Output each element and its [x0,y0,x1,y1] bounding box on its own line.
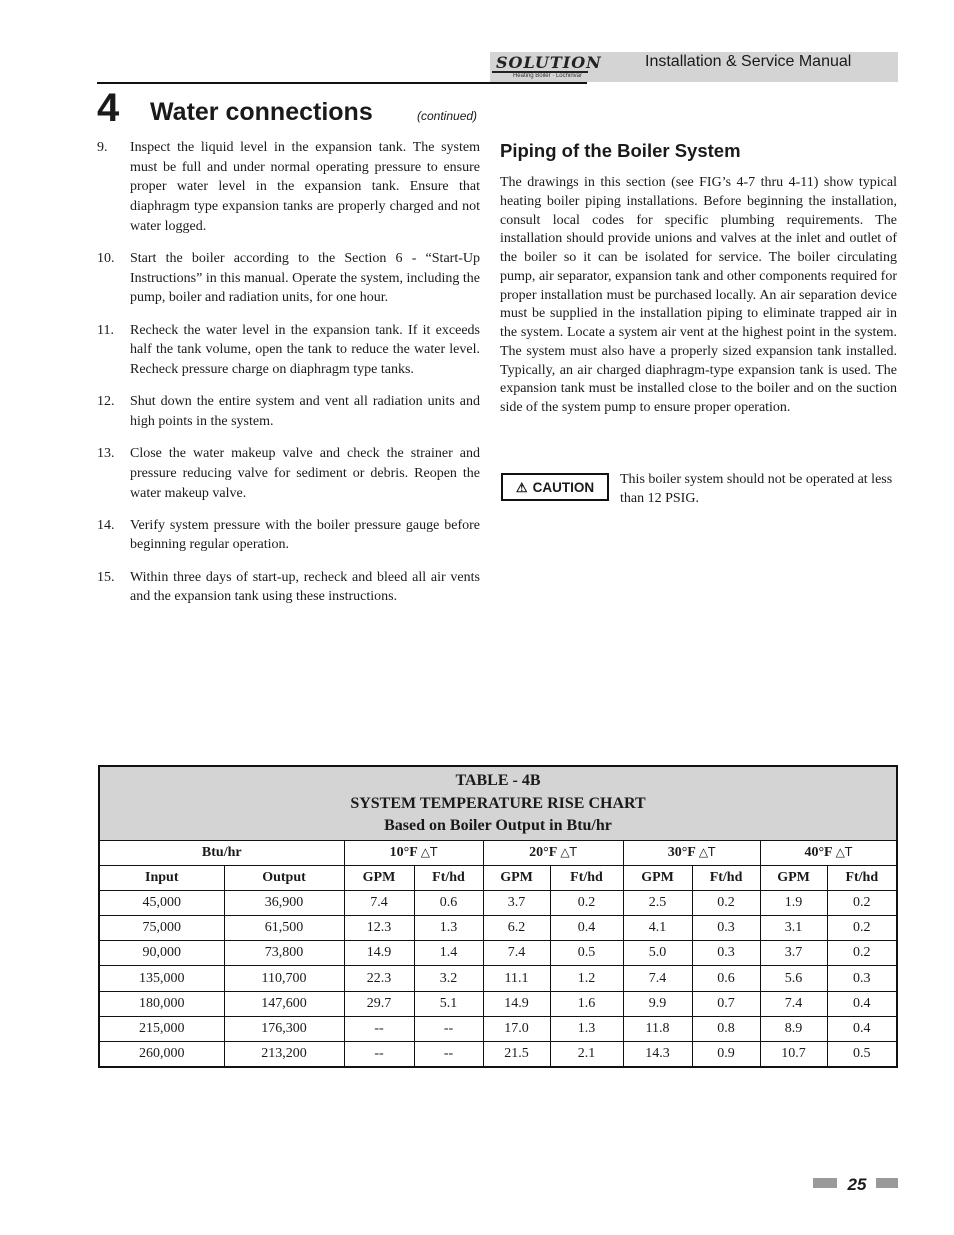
delta-t-symbol: △T [560,845,577,860]
step-text: Shut down the entire system and vent all radiation units and high points in the system. [130,394,480,429]
table-cell: 14.9 [483,991,550,1016]
table-cell: 7.4 [623,966,692,991]
table-cell: 260,000 [100,1042,224,1067]
table-cell: 12.3 [344,916,414,941]
step-text: Within three days of start-up, recheck and bleed all air vents and the expansion tank using these instructions. [130,569,480,605]
table-cell: 11.8 [623,1016,692,1041]
step-text: Close the water makeup valve and check the strainer and pressure reducing valve for sediment or debris. Reopen the water makeup valve. [130,446,480,501]
step-number: 15. [97,569,115,585]
table-cell: 0.3 [827,966,896,991]
list-item [97,138,480,237]
table-cell: 0.7 [692,991,760,1016]
temp-label: 40°F [804,845,833,861]
column-header: GPM [483,865,550,890]
table-cell: 6.2 [483,916,550,941]
table-cell: -- [414,1016,483,1041]
page-number: 25 [847,1175,867,1194]
delta-t-symbol: △T [698,845,716,860]
logo-subtext: Heating Boiler · Lochinvar [512,72,582,79]
table-cell: 1.9 [760,890,827,915]
list-item [97,444,480,503]
data-table [100,841,896,1067]
table-cell: 0.2 [827,916,896,941]
table-cell: 8.9 [760,1016,827,1041]
table-row [100,890,896,915]
table-cell: 0.2 [692,890,760,915]
column-header: GPM [623,865,692,890]
table-cell: 0.5 [550,941,623,966]
step-number: 11. [97,322,114,338]
table-cell: 1.3 [550,1016,623,1041]
table-cell: 73,800 [224,941,344,966]
temp-label: 30°F [667,845,696,861]
table-cell: 2.5 [623,890,692,915]
table-cell: 29.7 [344,991,414,1016]
table-cell: 0.4 [550,916,623,941]
list-item [97,392,480,431]
table-cell: 215,000 [100,1016,224,1041]
step-number: 10. [97,251,115,267]
column-header: Ft/hd [550,865,623,890]
caution-label: CAUTION [532,479,595,495]
procedure-steps [97,138,480,620]
table-cell: 0.2 [550,890,623,915]
table-cell: 0.6 [692,966,760,991]
table-cell: 0.2 [827,941,896,966]
table-group-header-row [100,841,896,866]
table-cell: -- [414,1042,483,1067]
delta-t-symbol: △T [420,845,438,860]
table-cell: 5.0 [623,941,692,966]
caution-text: This boiler system should not be operated at less than 12 PSIG. [620,472,893,506]
table-cell: 61,500 [224,916,344,941]
section-paragraph: The drawings in this section (see FIG’s 4-7 thru 4-11) show typical heating boiler piping installations. Before beginning the installation, consult local codes for specific plumbing requirements. The installation should provide unions and valves at the inlet and outlet of the boiler so it can be isolated for service. The boiler circulating pump, air separator, expansion tank and other components required for proper installation must be purchased locally. An air separation device must be supplied in the installation piping to eliminate trapped air in the system. Locate a system air vent at the highest point in the system. The system must also have a properly sized expansion tank installed. Typically, an air charged diaphragm-type expansion tank is used. The expansion tank must be installed close to the boiler and on the suction side of the system pump to ensure proper operation. [500,175,897,415]
table-cell: 180,000 [100,991,224,1016]
step-text: Start the boiler according to the Section 6 - “Start-Up Instructions” in this manual. Operate the system, including the pump, boiler and radiation units, for one hour. [130,251,480,306]
table-sub-header-row [100,865,896,890]
table-cell: 45,000 [100,890,224,915]
table-cell: 0.9 [692,1042,760,1067]
table-cell: 0.3 [692,916,760,941]
column-header: GPM [760,865,827,890]
table-row [100,966,896,991]
group-header-20f [483,841,623,866]
table-cell: 1.2 [550,966,623,991]
table-cell: 0.4 [827,1016,896,1041]
table-cell: 0.2 [827,890,896,915]
step-text: Inspect the liquid level in the expansion tank. The system must be full and under normal operating pressure to ensure proper water level in the expansion tank. Ensure that diaphragm type expansion tanks are properly charged and not water logged. [130,140,480,234]
table-cell: 135,000 [100,966,224,991]
list-item [97,321,480,380]
table-cell: 0.8 [692,1016,760,1041]
group-header-btu: Btu/hr [100,841,344,866]
table-cell: 14.3 [623,1042,692,1067]
table-cell: 5.6 [760,966,827,991]
table-cell: 213,200 [224,1042,344,1067]
table-cell: 10.7 [760,1042,827,1067]
step-number: 14. [97,517,115,533]
table-cell: 7.4 [483,941,550,966]
table-row [100,916,896,941]
table-cell: 36,900 [224,890,344,915]
header-rule [97,82,587,84]
table-cell: 147,600 [224,991,344,1016]
table-title-line1: TABLE - 4B [455,772,541,789]
table-cell: 9.9 [623,991,692,1016]
table-cell: 1.3 [414,916,483,941]
table-cell: 17.0 [483,1016,550,1041]
caution-label-box [501,473,609,501]
table-cell: 7.4 [760,991,827,1016]
table-cell: 3.7 [760,941,827,966]
temp-label: 10°F [389,845,418,861]
table-cell: 4.1 [623,916,692,941]
table-cell: 11.1 [483,966,550,991]
list-item [97,249,480,308]
table-cell: 1.6 [550,991,623,1016]
table-cell: 5.1 [414,991,483,1016]
table-title [100,767,896,841]
group-header-10f [344,841,483,866]
column-header: Ft/hd [692,865,760,890]
logo-word: SOLUTION [492,55,588,73]
table-cell: 3.1 [760,916,827,941]
chapter-title: Water connections [150,98,373,126]
table-cell: -- [344,1042,414,1067]
temperature-rise-table [98,765,898,1068]
table-cell: 75,000 [100,916,224,941]
chapter-continued: (continued) [417,109,478,123]
table-cell: 0.3 [692,941,760,966]
table-row [100,1016,896,1041]
footer-bar-right [876,1178,898,1188]
table-cell: 176,300 [224,1016,344,1041]
column-header: Ft/hd [827,865,896,890]
chapter-number: 4 [97,86,120,130]
table-cell: 0.4 [827,991,896,1016]
column-header: GPM [344,865,414,890]
table-cell: 21.5 [483,1042,550,1067]
table-cell: 90,000 [100,941,224,966]
warning-triangle-icon: ⚠ [515,479,528,495]
table-cell: 1.4 [414,941,483,966]
solution-logo [492,52,602,80]
list-item [97,516,480,555]
step-number: 9. [97,140,108,155]
table-cell: 22.3 [344,966,414,991]
table-row [100,1042,896,1067]
table-cell: 0.6 [414,890,483,915]
step-number: 12. [97,394,115,410]
table-title-line3: Based on Boiler Output in Btu/hr [384,817,612,834]
column-header: Ft/hd [414,865,483,890]
table-row [100,991,896,1016]
table-cell: 0.5 [827,1042,896,1067]
table-cell: 110,700 [224,966,344,991]
table-cell: 2.1 [550,1042,623,1067]
temp-label: 20°F [529,845,557,861]
step-number: 13. [97,446,115,462]
group-header-30f [623,841,760,866]
column-header: Output [224,865,344,890]
table-row [100,941,896,966]
delta-t-symbol: △T [835,845,853,860]
table-cell: 14.9 [344,941,414,966]
step-text: Verify system pressure with the boiler pressure gauge before beginning regular operation. [130,517,480,553]
table-cell: 3.7 [483,890,550,915]
list-item [97,568,480,607]
table-cell: 3.2 [414,966,483,991]
column-header: Input [100,865,224,890]
table-title-line2: SYSTEM TEMPERATURE RISE CHART [350,794,646,812]
table-cell: 7.4 [344,890,414,915]
footer-bar-left [813,1178,837,1188]
step-text: Recheck the water level in the expansion tank. If it exceeds half the tank volume, open the tank to reduce the water level. Recheck pressure charge on diaphragm type tanks. [130,322,480,378]
group-header-40f [760,841,896,866]
manual-title: Installation & Service Manual [645,53,852,70]
table-cell: -- [344,1016,414,1041]
section-heading: Piping of the Boiler System [500,140,741,161]
